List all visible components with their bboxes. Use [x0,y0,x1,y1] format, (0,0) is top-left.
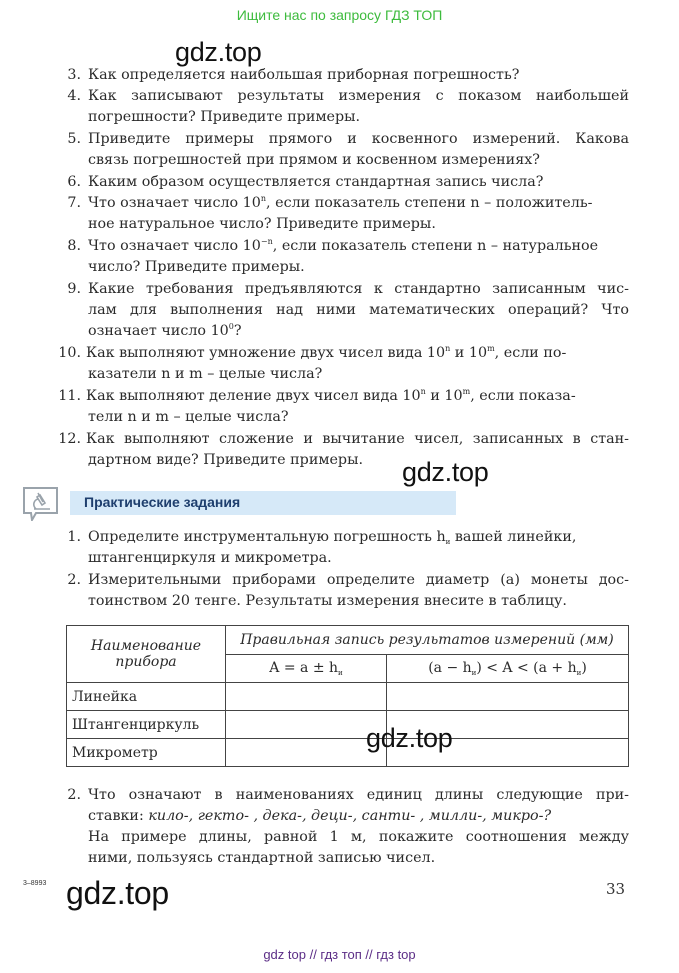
task-number: 2. [67,787,81,803]
table-cell[interactable] [226,739,387,767]
task-text: Что означают в наименованиях единиц длины следующие при- [88,787,629,803]
question-text: погрешности? Приведите примеры. [88,109,361,125]
instrument-name: Линейка [67,683,226,711]
question-text: тели n и m – целые числа? [88,409,289,425]
watermark: gdz.top [66,875,169,911]
watermark: gdz.top [366,723,453,753]
table-row [67,739,629,767]
page-number: 33 [606,880,626,898]
table-row [67,683,629,711]
task-text: Измерительными приборами определите диаметр (a) монеты дос- [88,572,629,588]
question-text: Как определяется наибольшая приборная погрешность? [88,67,520,83]
question-text: Как выполняют деление двух чисел вида 10$^n$ и 10$^m$, если показа- [86,387,576,404]
question-number: 6. [67,174,81,190]
question-text: Приведите примеры прямого и косвенного измерений. Какова [88,131,629,147]
question-text: лам для выполнения над ними математических операций? Что [88,302,629,318]
task-number: 2. [67,572,81,588]
header-results: Правильная запись результатов измерений (мм) [226,626,629,655]
question-text: связь погрешностей при прямом и косвенном измерениях? [88,152,540,168]
section-title: Практические задания [84,494,241,510]
task-text: тоинством 20 тенге. Результаты измерения внесите в таблицу. [88,593,567,609]
question-number: 9. [67,281,81,297]
instrument-name: Штангенциркуль [67,711,226,739]
task-text: Определите инструментальную погрешность $h_и$ вашей линейки, [88,529,577,546]
question-text: Что означает число $10^{-n}$, если показатель степени n – натуральное [88,237,599,254]
footer-links[interactable]: gdz top // гдз топ // гдз top [263,947,416,962]
print-code: 3–8993 [23,880,47,887]
question-number: 10. [58,345,81,361]
question-text: дартном виде? Приведите примеры. [88,452,364,468]
question-text: Что означает число 10$^n$, если показатель степени n – положитель- [88,194,593,211]
task-text: штангенциркуля и микрометра. [88,550,332,566]
watermark: gdz.top [175,37,262,67]
table-cell[interactable] [226,683,387,711]
question-text: Как записывают результаты измерения с показом наибольшей [88,88,629,104]
header-formula-1: $A = a \pm h_и$ [226,654,387,683]
table-cell[interactable] [226,711,387,739]
question-text: казатели n и m – целые числа? [88,366,323,382]
microscope-icon [22,487,60,521]
table-row [67,711,629,739]
task-number: 1. [67,529,81,545]
header-instrument: Наименование прибора [67,626,226,683]
instrument-name: Микрометр [67,739,226,767]
header-formula-2: $(a - h_и) < A < (a + h_и)$ [387,654,629,683]
question-text: Как выполняют умножение двух чисел вида 10$^n$ и 10$^m$, если по- [86,344,567,361]
question-text: Каким образом осуществляется стандартная запись числа? [88,174,544,190]
task-text: ставки: кило-, гекто- , дека-, деци-, санти- , милли-, микро-? [88,808,552,824]
task-text: ними, пользуясь стандартной записью чисел. [88,850,436,866]
table-cell[interactable] [387,683,629,711]
question-number: 3. [67,67,81,83]
question-number: 12. [58,431,81,447]
question-text: Какие требования предъявляются к стандартно записанным чис- [88,281,629,297]
question-number: 7. [67,195,81,211]
question-number: 11. [58,388,81,404]
question-number: 8. [67,238,81,254]
watermark: gdz.top [402,457,489,487]
question-text: ное натуральное число? Приведите примеры. [88,216,436,232]
question-text: число? Приведите примеры. [88,259,305,275]
measurement-table [66,625,629,767]
task-text: На примере длины, равной 1 м, покажите соотношения между [88,829,629,845]
question-text: Как выполняют сложение и вычитание чисел, записанных в стан- [86,431,629,447]
question-number: 4. [67,88,81,104]
question-text: означает число $10^0$? [88,322,242,339]
question-number: 5. [67,131,81,147]
search-banner: Ищите нас по запросу ГДЗ ТОП [236,7,443,23]
